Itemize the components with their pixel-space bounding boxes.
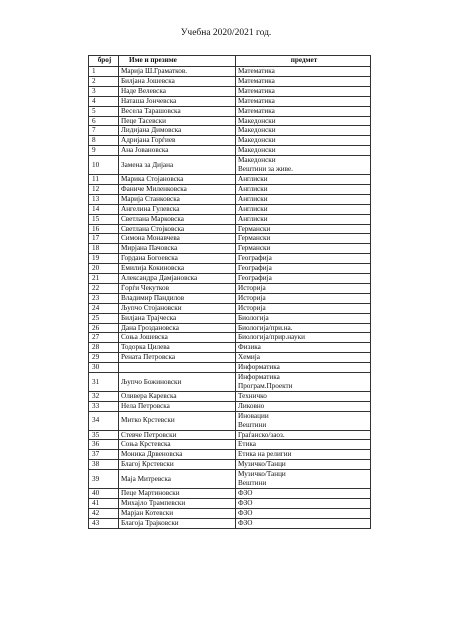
row-number: 3 [89,86,119,96]
row-number: 6 [89,116,119,126]
row-number: 39 [89,470,119,489]
row-number: 31 [89,373,119,392]
row-name: Марика Стојановска [119,174,236,184]
row-subject: Биологија/при.на. [236,323,371,333]
table-row [89,401,371,411]
row-subject: Англиски [236,184,371,194]
table-row [89,508,371,518]
row-number: 23 [89,293,119,303]
row-number: 22 [89,283,119,293]
row-name: Михајло Трампевски [119,498,236,508]
row-name: Тодорка Цилева [119,343,236,353]
row-name: Наде Велевска [119,86,236,96]
table-row [89,353,371,363]
table-row [89,214,371,224]
table-row [89,343,371,353]
row-subject: ФЗО [236,488,371,498]
table-row [89,274,371,284]
row-number: 26 [89,323,119,333]
table-row [89,450,371,460]
row-name: Благој Крстевски [119,460,236,470]
row-subject: Германски [236,224,371,234]
table-row [89,146,371,156]
row-subject: Англиски [236,204,371,214]
row-subject: Граѓанско/заоз. [236,430,371,440]
header-subject: предмет [236,56,371,67]
row-number: 14 [89,204,119,214]
row-subject: Етика [236,440,371,450]
table-row [89,224,371,234]
row-subject: Географија [236,274,371,284]
row-name: Марија Ш.Граматков. [119,67,236,77]
row-subject: Информатика Програм.Проекти [236,373,371,392]
row-number: 2 [89,76,119,86]
row-name: Оливера Каревска [119,391,236,401]
row-subject: ФЗО [236,498,371,508]
header-name: Име и презиме [119,56,236,67]
table-body [89,67,371,529]
row-name: Марјан Котевски [119,508,236,518]
header-number: број [89,56,119,67]
row-number: 38 [89,460,119,470]
table-row [89,323,371,333]
table-row [89,174,371,184]
row-name: Ангелина Гулевска [119,204,236,214]
row-number: 25 [89,313,119,323]
row-subject: Музичко/Танци [236,460,371,470]
row-name: Љупчо Божиновски [119,373,236,392]
table-row [89,373,371,392]
row-name: Владимир Пандилов [119,293,236,303]
row-subject: Географија [236,254,371,264]
row-number: 1 [89,67,119,77]
row-subject: ФЗО [236,518,371,528]
teachers-table [88,55,371,529]
row-name: Благоја Трајковски [119,518,236,528]
row-number: 36 [89,440,119,450]
table-row [89,430,371,440]
row-name: Адријана Горѓиев [119,136,236,146]
row-subject: Македонски [236,136,371,146]
table-row [89,244,371,254]
row-subject: Техничко [236,391,371,401]
table-row [89,96,371,106]
row-subject: Англиски [236,214,371,224]
row-subject: Англиски [236,174,371,184]
row-number: 17 [89,234,119,244]
row-subject: Информатика [236,363,371,373]
row-number: 15 [89,214,119,224]
table-row [89,440,371,450]
row-number: 7 [89,126,119,136]
row-number: 35 [89,430,119,440]
row-subject: Историја [236,303,371,313]
table-row [89,488,371,498]
table-row [89,264,371,274]
row-name: Нела Петровска [119,401,236,411]
row-subject: Етика на религии [236,450,371,460]
row-number: 21 [89,274,119,284]
row-name: Пеце Тасевски [119,116,236,126]
table-row [89,518,371,528]
table-row [89,136,371,146]
table-row [89,498,371,508]
row-number: 12 [89,184,119,194]
row-name: Билјана Трајческа [119,313,236,323]
row-name: Светлана Марковска [119,214,236,224]
row-name: Наташа Јончевска [119,96,236,106]
row-name: Моника Дрвеновска [119,450,236,460]
row-subject: Биологија [236,313,371,323]
row-name: Маја Митревска [119,470,236,489]
row-number: 40 [89,488,119,498]
row-name: Весела Тарашовска [119,106,236,116]
row-subject: Математика [236,96,371,106]
row-number: 42 [89,508,119,518]
table-row [89,86,371,96]
row-number: 11 [89,174,119,184]
row-number: 18 [89,244,119,254]
row-name: Дана Гроздановска [119,323,236,333]
row-name: Лидијана Димовска [119,126,236,136]
row-name: Ѓорѓи Чекутков [119,283,236,293]
row-name: Соња Крстевска [119,440,236,450]
row-name: Емилија Кокиновска [119,264,236,274]
table-row [89,184,371,194]
row-subject: Германски [236,234,371,244]
row-name: Замена за Дијана [119,156,236,175]
page-title: Учебна 2020/2021 год. [180,28,272,38]
row-name: Симона Монавчева [119,234,236,244]
table-row [89,204,371,214]
row-name: Митко Крстевски [119,411,236,430]
table-row [89,363,371,373]
row-subject: Музичко/Танци Вештини [236,470,371,489]
table-row [89,303,371,313]
table-row [89,116,371,126]
row-subject: Историја [236,283,371,293]
row-number: 43 [89,518,119,528]
row-number: 16 [89,224,119,234]
table-row [89,194,371,204]
row-name: Фаниче Миленковска [119,184,236,194]
table-row [89,156,371,175]
row-subject: Англиски [236,194,371,204]
row-subject: Македонски [236,146,371,156]
row-number: 32 [89,391,119,401]
row-number: 4 [89,96,119,106]
table-row [89,254,371,264]
row-subject: Историја [236,293,371,303]
row-name: Соња Јошевска [119,333,236,343]
row-number: 5 [89,106,119,116]
row-number: 10 [89,156,119,175]
row-name: Светлана Стојковска [119,224,236,234]
row-name: Рената Петровска [119,353,236,363]
row-subject: Македонски [236,116,371,126]
table-row [89,411,371,430]
row-subject: ФЗО [236,508,371,518]
row-subject: Математика [236,76,371,86]
row-name: Љупчо Стојановски [119,303,236,313]
row-subject: Математика [236,106,371,116]
row-subject: Географија [236,264,371,274]
row-name: Пеце Мартиновски [119,488,236,498]
row-name: Билјана Јошевска [119,76,236,86]
row-subject: Ликовно [236,401,371,411]
row-number: 8 [89,136,119,146]
table-row [89,470,371,489]
row-subject: Иновации Вештини [236,411,371,430]
row-number: 41 [89,498,119,508]
row-number: 9 [89,146,119,156]
table-row [89,126,371,136]
row-number: 20 [89,264,119,274]
row-name: Марија Станковска [119,194,236,204]
table-row [89,333,371,343]
row-number: 29 [89,353,119,363]
row-number: 28 [89,343,119,353]
row-subject: Биологија/прир.науки [236,333,371,343]
row-number: 24 [89,303,119,313]
row-number: 37 [89,450,119,460]
table-row [89,460,371,470]
table-row [89,283,371,293]
row-subject: Математика [236,86,371,96]
row-subject: Македонски [236,126,371,136]
row-name [119,363,236,373]
row-number: 34 [89,411,119,430]
row-name: Ана Јовановска [119,146,236,156]
row-subject: Математика [236,67,371,77]
row-number: 30 [89,363,119,373]
table-row [89,67,371,77]
row-name: Стевче Петровски [119,430,236,440]
row-subject: Хемија [236,353,371,363]
row-subject: Македонски Вештини за живе. [236,156,371,175]
row-number: 33 [89,401,119,411]
row-number: 13 [89,194,119,204]
table-row [89,313,371,323]
table-row [89,234,371,244]
table-row [89,76,371,86]
table-header [89,56,371,67]
row-name: Александра Дамјановска [119,274,236,284]
row-subject: Физика [236,343,371,353]
row-number: 27 [89,333,119,343]
table-row [89,293,371,303]
row-name: Гордана Богоевска [119,254,236,264]
row-number: 19 [89,254,119,264]
row-name: Мирјана Пачовска [119,244,236,254]
table-row [89,106,371,116]
table-row [89,391,371,401]
row-subject: Германски [236,244,371,254]
